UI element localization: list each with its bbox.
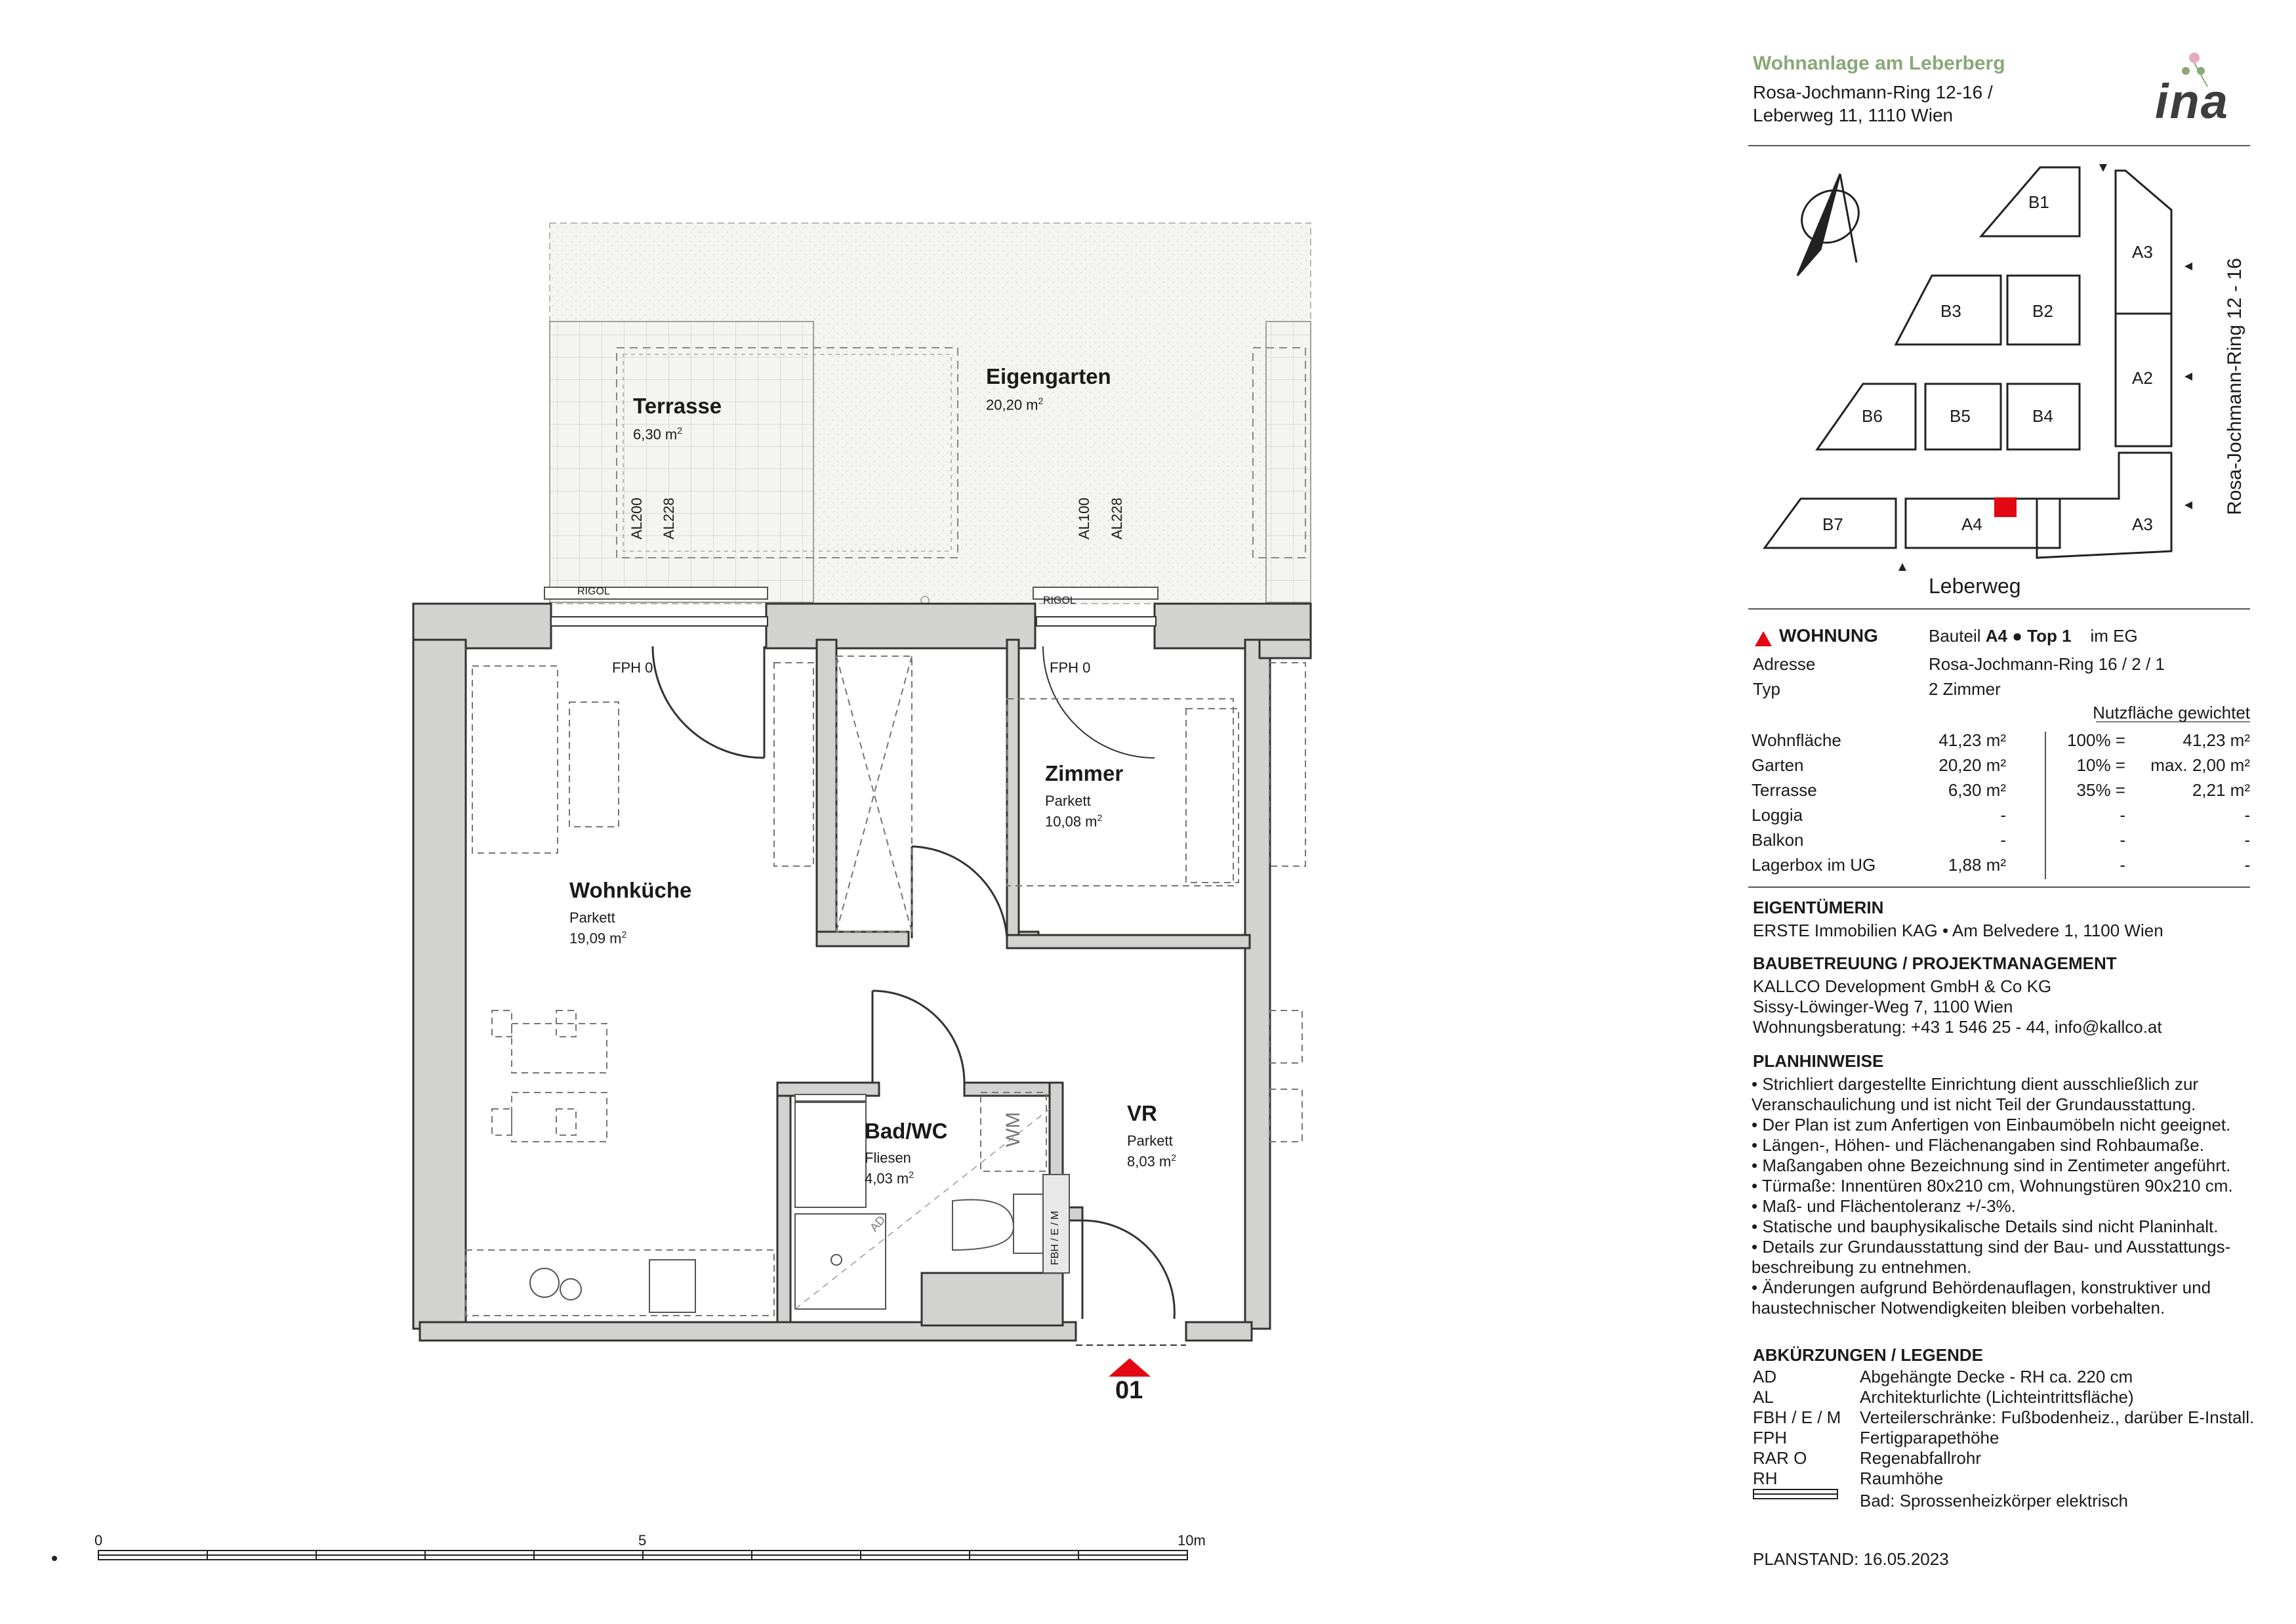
room-terrasse-name: Terrasse (633, 394, 722, 418)
building-label: A3 (2132, 514, 2153, 534)
planhinweis-line: beschreibung zu entnehmen. (1752, 1257, 1972, 1277)
room-wohnkueche-name: Wohnküche (569, 878, 692, 902)
baubetreuung-line: Sissy-Löwinger-Weg 7, 1100 Wien (1753, 997, 2013, 1016)
rigol-label: RIGOL (1043, 595, 1076, 606)
planhinweise-heading: PLANHINWEISE (1753, 1051, 1884, 1071)
room-zimmer-area: 10,08 $m^2$ (1045, 812, 1103, 830)
room-wohnkueche-floor: Parkett (569, 909, 615, 926)
planstand: PLANSTAND: 16.05.2023 (1753, 1549, 1949, 1569)
planhinweis-line: • Änderungen aufgrund Behördenauflagen, konstruktiver und (1752, 1278, 2211, 1297)
scale-label: 5 (638, 1532, 647, 1549)
planhinweis-line: • Details zur Grundausstattung sind der Bau- und Ausstattungs- (1752, 1237, 2231, 1257)
area-row: Terrasse 6,30 m² 35% = 2,21 m² (1752, 780, 2250, 800)
unit-marker (1994, 497, 2017, 517)
adresse-value: Rosa-Jochmann-Ring 16 / 2 / 1 (1929, 654, 2165, 674)
building-label: B1 (2028, 192, 2049, 212)
fph-label: FPH 0 (1050, 659, 1091, 676)
room-bad-floor: Fliesen (865, 1150, 911, 1166)
planhinweis-line: • Maß- und Flächentoleranz +/-3%. (1752, 1196, 2016, 1216)
terrace-area (550, 322, 813, 602)
typ-value: 2 Zimmer (1929, 679, 2001, 699)
legende-abbr: AL (1753, 1387, 1774, 1407)
planhinweis-line: haustechnischer Notwendigkeiten bleiben vorbehalten. (1752, 1298, 2165, 1318)
building-label: B6 (1862, 406, 1883, 426)
building-label: B2 (2032, 301, 2053, 321)
walls (413, 604, 1311, 1341)
area-row: Garten 20,20 m² 10% = max. 2,00 m² (1752, 755, 2250, 775)
building-label: B5 (1950, 406, 1971, 426)
legende-text: Abgehängte Decke - RH ca. 220 cm (1860, 1367, 2133, 1386)
al-label: AL200 (628, 497, 645, 539)
project-name: Wohnanlage am Leberberg (1753, 52, 2005, 74)
north-arrow-icon (1792, 174, 1868, 276)
legende-text: Architekturlichte (Lichteintrittsfläche) (1860, 1387, 2134, 1407)
fph-label: FPH 0 (612, 659, 653, 676)
legende-abbr: RAR O (1753, 1448, 1807, 1468)
room-bad-area: 4,03 $m^2$ (865, 1169, 914, 1187)
baubetreuung-heading: BAUBETREUUNG / PROJEKTMANAGEMENT (1753, 953, 2117, 973)
typ-label: Typ (1753, 679, 1780, 699)
legende-abbr: AD (1753, 1367, 1777, 1386)
area-row: Lagerbox im UG 1,88 m² - - (1752, 855, 2250, 875)
legende-abbr: FPH (1753, 1428, 1787, 1447)
legende-text: Fertigparapethöhe (1860, 1428, 1999, 1447)
building-label: B4 (2032, 406, 2053, 426)
entrance-number: 01 (1115, 1377, 1143, 1404)
legende-abbr: FBH / E / M (1753, 1407, 1841, 1427)
rigol-label: RIGOL (577, 586, 610, 597)
building-label: B3 (1940, 301, 1961, 321)
nutzflaeche-header: Nutzfläche gewichtet (2093, 703, 2250, 722)
room-terrasse-area: 6,30 $m^2$ (633, 425, 683, 443)
room-eigengarten-name: Eigengarten (986, 364, 1111, 388)
project-address-2: Leberweg 11, 1110 Wien (1753, 105, 1954, 125)
eigentuemerin-text: ERSTE Immobilien KAG • Am Belvedere 1, 1100 Wien (1753, 921, 2163, 940)
scale-bar (98, 1551, 1187, 1560)
room-wohnkueche-area: 19,09 $m^2$ (569, 929, 627, 947)
heater-legend-text: Bad: Sprossenheizkörper elektrisch (1860, 1491, 2128, 1510)
room-eigengarten-area: 20,20 $m^2$ (986, 396, 1044, 413)
al-label: AL228 (1109, 497, 1125, 539)
planhinweis-line: • Maßangaben ohne Bezeichnung sind in Zentimeter angeführt. (1752, 1156, 2231, 1175)
baubetreuung-line: Wohnungsberatung: +43 1 546 25 - 44, info@kallco.at (1753, 1017, 2162, 1037)
scale-label: 0 (94, 1532, 103, 1549)
wohnung-heading: WOHNUNG (1779, 625, 1878, 646)
street-label-leberweg: Leberweg (1929, 574, 2021, 598)
planhinweis-line: • Längen-, Höhen- und Flächenangaben sind Rohbaumaße. (1752, 1135, 2204, 1155)
room-zimmer-name: Zimmer (1045, 761, 1124, 785)
building-label: A4 (1961, 514, 1982, 534)
legende-heading: ABKÜRZUNGEN / LEGENDE (1753, 1345, 1984, 1365)
eigentuemerin-heading: EIGENTÜMERIN (1753, 898, 1884, 917)
adresse-label: Adresse (1753, 654, 1816, 674)
al-label: AL228 (661, 497, 677, 539)
building-label: A2 (2132, 368, 2153, 388)
planhinweis-line: • Der Plan ist zum Anfertigen von Einbaumöbeln nicht geeignet. (1752, 1115, 2231, 1135)
room-zimmer-floor: Parkett (1045, 793, 1091, 809)
al-label: AL100 (1076, 497, 1092, 539)
room-vr-floor: Parkett (1127, 1133, 1173, 1149)
planhinweis-line: Veranschaulichung und ist nicht Teil der Grundausstattung. (1752, 1094, 2196, 1114)
room-vr-area: 8,03 $m^2$ (1127, 1152, 1177, 1170)
legende-text: Raumhöhe (1860, 1468, 1944, 1488)
heater-legend-icon (1753, 1489, 1837, 1499)
room-bad-name: Bad/WC (865, 1119, 948, 1143)
entrance-marker (1109, 1358, 1151, 1377)
legende-text: Verteilerschränke: Fußbodenheiz., darüber E-Install. (1860, 1407, 2255, 1427)
ad-label: AD (867, 1213, 888, 1234)
planhinweis-line: • Statische und bauphysikalische Details sind nicht Planinhalt. (1752, 1217, 2219, 1236)
area-row: Balkon - - - (1752, 830, 2250, 850)
legende-text: Regenabfallrohr (1860, 1448, 1982, 1468)
project-address-1: Rosa-Jochmann-Ring 12-16 / (1753, 82, 1993, 102)
street-label-ring: Rosa-Jochmann-Ring 12 - 16 (2224, 258, 2245, 515)
building-label: A3 (2132, 242, 2153, 262)
scale-label: 10m (1178, 1532, 1206, 1549)
logo: ina (2155, 74, 2229, 129)
room-vr-name: VR (1127, 1101, 1157, 1125)
legende-abbr: RH (1753, 1468, 1778, 1488)
building-label: B7 (1822, 514, 1843, 534)
area-row: Loggia - - - (1752, 805, 2250, 825)
planhinweis-line: • Türmaße: Innentüren 80x210 cm, Wohnungstüren 90x210 cm. (1752, 1176, 2233, 1196)
planhinweis-line: • Strichliert dargestellte Einrichtung dient ausschließlich zur (1752, 1074, 2199, 1094)
fbh-label: FBH / E / M (1050, 1211, 1061, 1265)
baubetreuung-line: KALLCO Development GmbH & Co KG (1753, 976, 2052, 996)
wm-label: WM (1002, 1112, 1024, 1147)
area-row: Wohnfläche 41,23 m² 100% = 41,23 m² (1752, 730, 2250, 750)
bauteil-line: Bauteil A4 ● Top 1 im EG (1929, 626, 2138, 646)
